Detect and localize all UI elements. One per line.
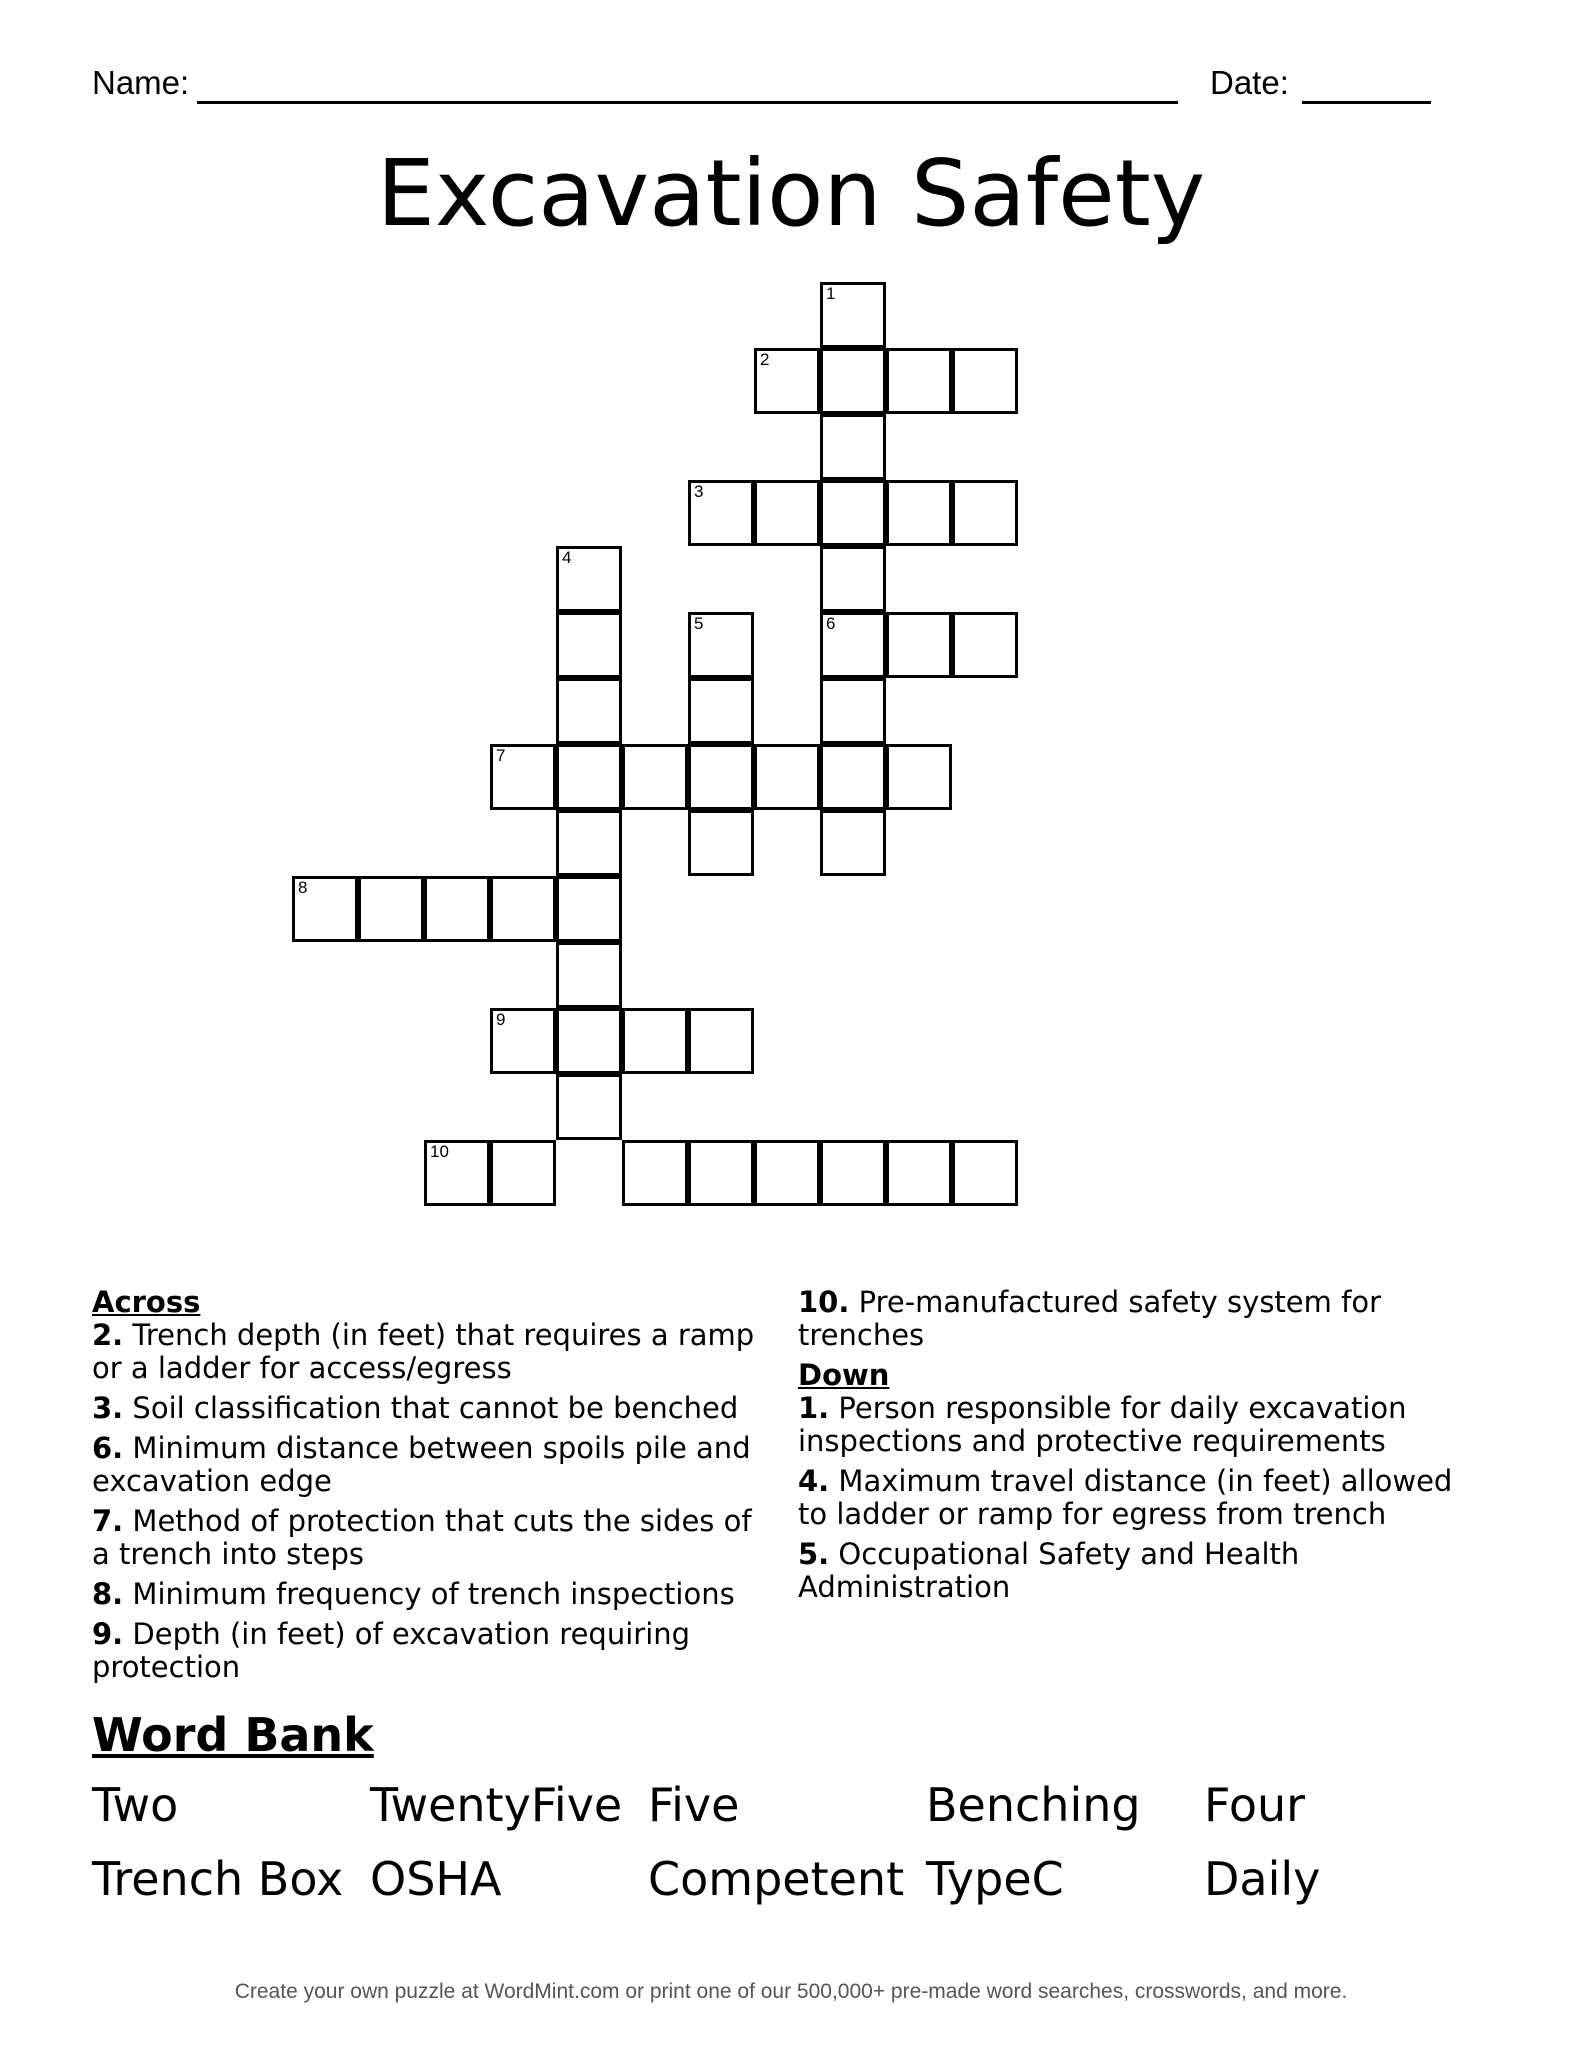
crossword-cell[interactable] <box>622 1140 688 1206</box>
crossword-cell[interactable] <box>688 744 754 810</box>
crossword-cell[interactable] <box>556 546 622 612</box>
clue-text: Depth (in feet) of excavation requiring protection <box>92 1617 691 1684</box>
clue-text: Method of protection that cuts the sides of a trench into steps <box>92 1504 752 1571</box>
clue-number: 5. <box>798 1537 830 1571</box>
clue-number: 6. <box>92 1431 124 1465</box>
cell-number: 1 <box>826 284 836 303</box>
crossword-cell[interactable] <box>622 1008 688 1074</box>
crossword-cell[interactable] <box>820 414 886 480</box>
crossword-cell[interactable] <box>820 348 886 414</box>
word-bank-item: Two <box>92 1778 179 1832</box>
crossword-cell[interactable] <box>754 348 820 414</box>
clue-text: Occupational Safety and Health Administration <box>798 1537 1300 1604</box>
crossword-cell[interactable] <box>490 1008 556 1074</box>
crossword-cell[interactable] <box>820 480 886 546</box>
crossword-cell[interactable] <box>688 1140 754 1206</box>
crossword-cell[interactable] <box>820 546 886 612</box>
clue-down-5 <box>798 1538 1488 1604</box>
clue-across-6 <box>92 1432 762 1498</box>
crossword-cell[interactable] <box>820 744 886 810</box>
name-label: Name: <box>92 64 190 101</box>
crossword-cell[interactable] <box>886 1140 952 1206</box>
clue-across-2 <box>92 1319 762 1385</box>
crossword-cell[interactable] <box>886 348 952 414</box>
clue-across-10 <box>798 1286 1488 1352</box>
clue-number: 9. <box>92 1617 124 1651</box>
crossword-cell[interactable] <box>688 480 754 546</box>
crossword-cell[interactable] <box>820 1140 886 1206</box>
crossword-cell[interactable] <box>820 282 886 348</box>
crossword-cell[interactable] <box>820 678 886 744</box>
word-bank-item: Four <box>1204 1778 1306 1832</box>
clues-right-column <box>798 1286 1488 1611</box>
cell-number: 7 <box>496 746 506 765</box>
cell-number: 9 <box>496 1010 506 1029</box>
crossword-cell[interactable] <box>688 678 754 744</box>
clue-across-7 <box>92 1505 762 1571</box>
crossword-cell[interactable] <box>556 1074 622 1140</box>
crossword-cell[interactable] <box>754 480 820 546</box>
crossword-cell[interactable] <box>424 1140 490 1206</box>
clue-number: 3. <box>92 1391 124 1425</box>
crossword-cell[interactable] <box>952 1140 1018 1206</box>
clue-number: 4. <box>798 1464 830 1498</box>
clue-text: Pre-manufactured safety system for trenches <box>798 1285 1381 1352</box>
crossword-cell[interactable] <box>952 612 1018 678</box>
across-heading: Across <box>92 1285 201 1319</box>
crossword-cell[interactable] <box>292 876 358 942</box>
word-bank-title: Word Bank <box>92 1708 374 1762</box>
crossword-cell[interactable] <box>556 678 622 744</box>
clue-down-4 <box>798 1465 1488 1531</box>
crossword-cell[interactable] <box>820 810 886 876</box>
cell-number: 4 <box>562 548 572 567</box>
crossword-cell[interactable] <box>688 810 754 876</box>
cell-number: 6 <box>826 614 836 633</box>
clue-number: 1. <box>798 1391 830 1425</box>
word-bank-item: Trench Box <box>92 1852 344 1906</box>
crossword-cell[interactable] <box>424 876 490 942</box>
clue-down-1 <box>798 1392 1488 1458</box>
clues-left-column <box>92 1286 762 1691</box>
crossword-cell[interactable] <box>556 876 622 942</box>
word-bank-item: TypeC <box>926 1852 1064 1906</box>
word-bank-item: Five <box>648 1778 740 1832</box>
clue-across-9 <box>92 1618 762 1684</box>
clue-number: 10. <box>798 1285 850 1319</box>
clue-number: 8. <box>92 1577 124 1611</box>
crossword-cell[interactable] <box>886 744 952 810</box>
crossword-cell[interactable] <box>358 876 424 942</box>
clue-text: Person responsible for daily excavation inspections and protective requirements <box>798 1391 1407 1458</box>
crossword-cell[interactable] <box>556 744 622 810</box>
crossword-cell[interactable] <box>688 612 754 678</box>
crossword-cell[interactable] <box>556 942 622 1008</box>
footer-text: Create your own puzzle at WordMint.com or print one of our 500,000+ pre-made word searches, crosswords, and more. <box>234 1980 1348 2003</box>
clue-text: Minimum frequency of trench inspections <box>132 1577 735 1611</box>
cell-number: 8 <box>298 878 308 897</box>
page-title: Excavation Safety <box>376 140 1206 247</box>
date-label: Date: <box>1210 64 1289 101</box>
crossword-cell[interactable] <box>556 810 622 876</box>
clue-number: 7. <box>92 1504 124 1538</box>
crossword-cell[interactable] <box>556 1008 622 1074</box>
word-bank-item: Daily <box>1204 1852 1321 1906</box>
clue-text: Maximum travel distance (in feet) allowed to ladder or ramp for egress from trench <box>798 1464 1453 1531</box>
clue-text: Trench depth (in feet) that requires a ramp or a ladder for access/egress <box>92 1318 755 1385</box>
crossword-cell[interactable] <box>886 612 952 678</box>
clue-number: 2. <box>92 1318 124 1352</box>
cell-number: 5 <box>694 614 704 633</box>
crossword-cell[interactable] <box>820 612 886 678</box>
down-heading: Down <box>798 1358 890 1392</box>
crossword-cell[interactable] <box>754 744 820 810</box>
crossword-cell[interactable] <box>754 1140 820 1206</box>
crossword-cell[interactable] <box>490 876 556 942</box>
clue-across-8 <box>92 1578 762 1611</box>
crossword-cell[interactable] <box>490 1140 556 1206</box>
cell-number: 3 <box>694 482 704 501</box>
clue-text: Soil classification that cannot be benched <box>132 1391 739 1425</box>
word-bank-item: TwentyFive <box>370 1778 623 1832</box>
crossword-cell[interactable] <box>952 348 1018 414</box>
clue-text: Minimum distance between spoils pile and excavation edge <box>92 1431 751 1498</box>
word-bank-item: Competent <box>648 1852 905 1906</box>
crossword-cell[interactable] <box>490 744 556 810</box>
cell-number: 10 <box>430 1142 449 1161</box>
clue-across-3 <box>92 1392 762 1425</box>
crossword-cell[interactable] <box>886 480 952 546</box>
crossword-cell[interactable] <box>688 1008 754 1074</box>
cell-number: 2 <box>760 350 770 369</box>
crossword-cell[interactable] <box>622 744 688 810</box>
word-bank-item: Benching <box>926 1778 1141 1832</box>
word-bank-item: OSHA <box>370 1852 502 1906</box>
crossword-cell[interactable] <box>556 612 622 678</box>
crossword-cell[interactable] <box>952 480 1018 546</box>
